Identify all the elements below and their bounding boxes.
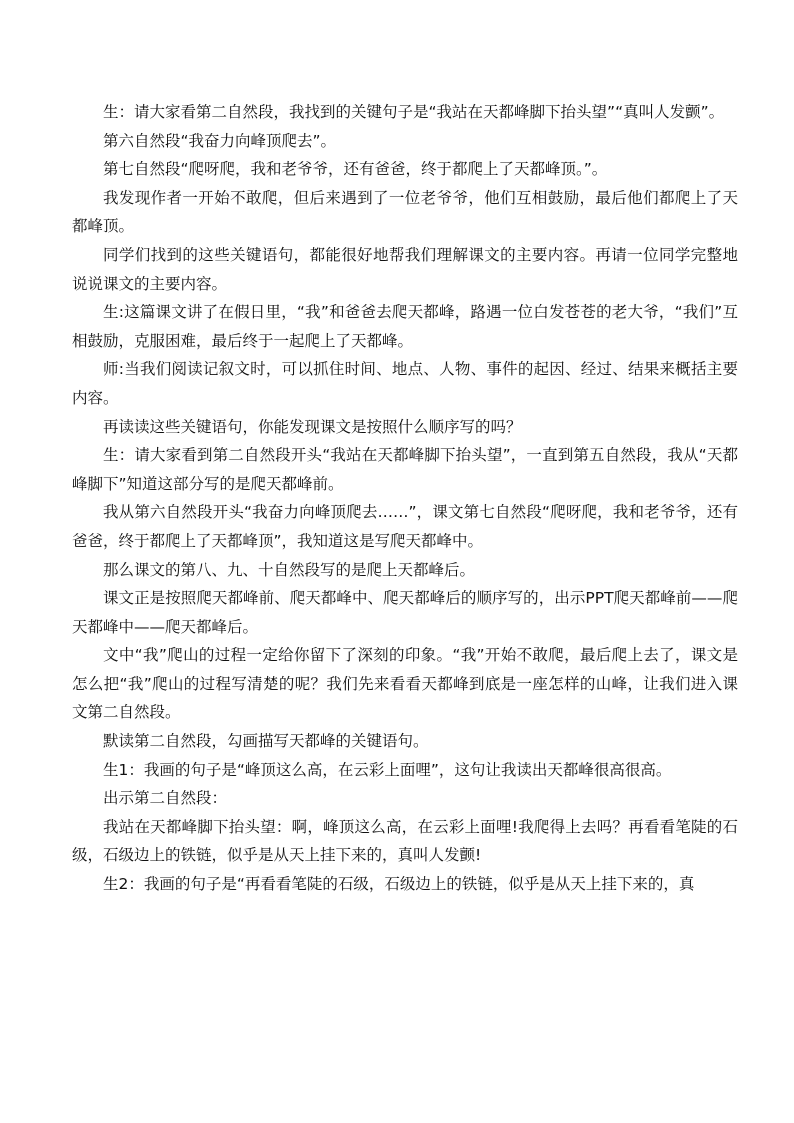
body-text <box>72 98 738 899</box>
paragraph: 生:这篇课文讲了在假日里，“我”和爸爸去爬天都峰，路遇一位白发苍苍的老大爷，“我们”互相鼓励，克服困难，最后终于一起爬上了天都峰。 <box>72 303 738 350</box>
paragraph: 生：请大家看到第二自然段开头“我站在天都峰脚下抬头望”，一直到第五自然段，我从“天都峰脚下”知道这部分写的是爬天都峰前。 <box>72 446 738 493</box>
paragraph: 默读第二自然段，勾画描写天都峰的关键语句。 <box>103 732 429 751</box>
paragraph: 师:当我们阅读记叙文时，可以抓住时间、地点、人物、事件的起因、经过、结果来概括主要内容。 <box>72 360 738 407</box>
paragraph: 课文正是按照爬天都峰前、爬天都峰中、爬天都峰后的顺序写的，出示PPT爬天都峰前——爬天都峰中——爬天都峰后。 <box>72 589 738 636</box>
paragraph: 生：请大家看第二自然段，我找到的关键句子是“我站在天都峰脚下抬头望”“真叫人发颤”。 <box>103 103 725 121</box>
paragraph: 我站在天都峰脚下抬头望：啊，峰顶这么高，在云彩上面哩!我爬得上去吗？再看看笔陡的石级，石级边上的铁链，似乎是从天上挂下来的，真叫人发颤! <box>72 817 738 865</box>
paragraph: 我从第六自然段开头“我奋力向峰顶爬去……”，课文第七自然段“爬呀爬，我和老爷爷，还有爸爸，终于都爬上了天都峰顶”，我知道这是写爬天都峰中。 <box>72 503 738 550</box>
paragraph: 生2：我画的句子是“再看看笔陡的石级，石级边上的铁链，似乎是从天上挂下来的，真 <box>103 875 695 894</box>
paragraph: 同学们找到的这些关键语句，都能很好地帮我们理解课文的主要内容。再请一位同学完整地说说课文的主要内容。 <box>72 245 738 293</box>
paragraph: 我发现作者一开始不敢爬，但后来遇到了一位老爷爷，他们互相鼓励，最后他们都爬上了天都峰顶。 <box>72 188 738 236</box>
paragraph: 出示第二自然段： <box>103 789 228 808</box>
paragraph: 再读读这些关键语句，你能发现课文是按照什么顺序写的吗？ <box>103 417 522 436</box>
paragraph: 那么课文的第八、九、十自然段写的是爬上天都峰后。 <box>103 560 476 579</box>
paragraph: 文中“我”爬山的过程一定给你留下了深刻的印象。“我”开始不敢爬，最后爬上去了，课文是怎么把“我”爬山的过程写清楚的呢？我们先来看看天都峰到底是一座怎样的山峰，让我们进入课文第二自然段。 <box>72 646 738 722</box>
paragraph: 第六自然段“我奋力向峰顶爬去”。 <box>103 131 337 150</box>
paragraph: 生1：我画的句子是“峰顶这么高，在云彩上面哩”，这句让我读出天都峰很高很高。 <box>103 760 672 779</box>
paragraph: 第七自然段“爬呀爬，我和老爷爷，还有爸爸，终于都爬上了天都峰顶。”。 <box>103 160 608 179</box>
